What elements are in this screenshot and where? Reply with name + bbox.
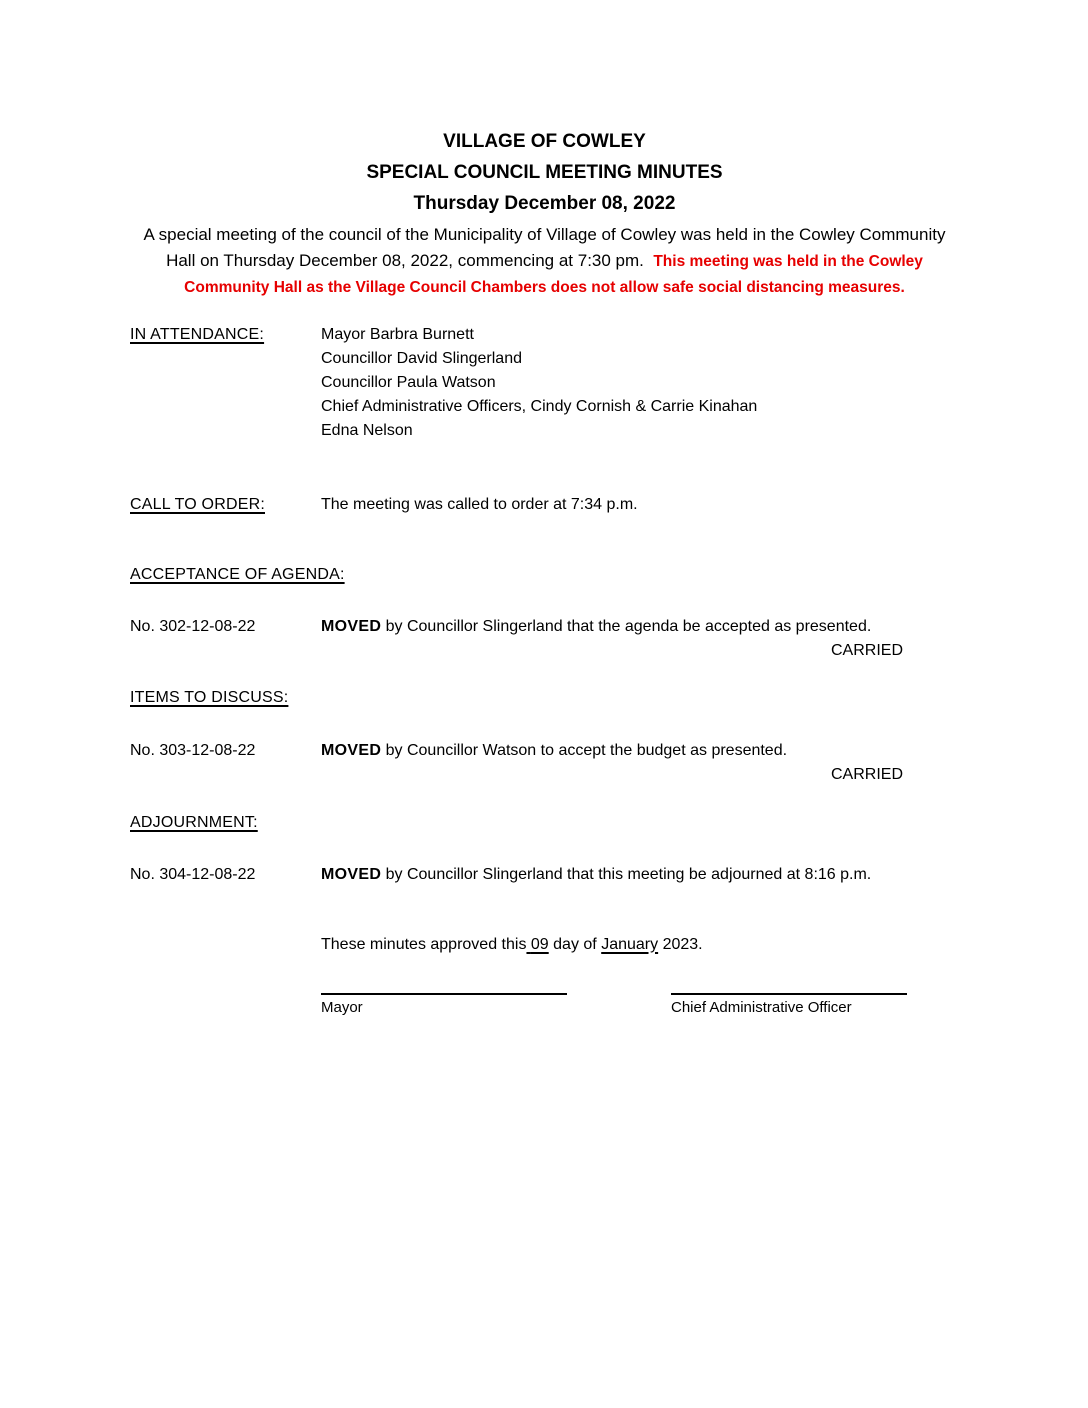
doc-title-line-3: Thursday December 08, 2022 <box>413 193 676 214</box>
motion-row <box>130 739 959 763</box>
motion-text <box>321 863 959 887</box>
motion-row <box>130 615 959 639</box>
call-to-order-section <box>130 493 959 517</box>
attendance-person: Councillor Paula Watson <box>321 373 496 391</box>
attendance-section <box>130 323 959 443</box>
motion-text <box>321 739 959 763</box>
acceptance-of-agenda-heading: ACCEPTANCE OF AGENDA: <box>130 565 345 583</box>
signature-row <box>321 993 907 1018</box>
call-to-order-text: The meeting was called to order at 7:34 p.m. <box>321 495 638 513</box>
motion-body-text: by Councillor Watson to accept the budget as presented. <box>385 741 788 759</box>
doc-title-line-2: SPECIAL COUNCIL MEETING MINUTES <box>366 162 723 183</box>
attendance-person: Mayor Barbra Burnett <box>321 325 474 343</box>
motion-body-text: by Councillor Slingerland that the agenda be accepted as presented. <box>385 617 872 635</box>
mayor-signature-block <box>321 993 567 1018</box>
moved-label: MOVED <box>321 617 382 635</box>
motion-number: No. 303-12-08-22 <box>130 741 256 759</box>
adjournment-heading: ADJOURNMENT: <box>130 813 258 831</box>
motion-number: No. 302-12-08-22 <box>130 617 256 635</box>
call-to-order-heading: CALL TO ORDER: <box>130 495 265 513</box>
approval-mid: day of <box>553 935 597 953</box>
motion-body-text: by Councillor Slingerland that this meeting be adjourned at 8:16 p.m. <box>385 865 872 883</box>
cao-label: Chief Administrative Officer <box>671 998 852 1016</box>
attendance-person: Councillor David Slingerland <box>321 349 522 367</box>
items-to-discuss-heading: ITEMS TO DISCUSS: <box>130 688 289 706</box>
carried-label: CARRIED <box>830 641 903 659</box>
mayor-label: Mayor <box>321 998 363 1016</box>
motion-row <box>130 863 959 887</box>
motion-number: No. 304-12-08-22 <box>130 865 256 883</box>
mayor-signature-line <box>321 993 567 995</box>
attendance-person: Chief Administrative Officers, Cindy Cornish & Carrie Kinahan <box>321 397 758 415</box>
approval-month: January <box>601 935 659 953</box>
carried-label: CARRIED <box>830 765 903 783</box>
attendance-person: Edna Nelson <box>321 421 413 439</box>
approval-suffix: 2023. <box>662 935 703 953</box>
moved-label: MOVED <box>321 865 382 883</box>
doc-title-line-1: VILLAGE OF COWLEY <box>443 131 646 152</box>
attendance-list <box>321 323 959 443</box>
intro-black-text: A special meeting of the council of the Municipality of Village of Cowley was held in the Cowley Community Hall on Thursday December 08, 2022, commencing at 7:30 pm. <box>143 225 946 270</box>
cao-signature-line <box>671 993 907 995</box>
approval-day: 09 <box>530 935 549 953</box>
moved-label: MOVED <box>321 741 382 759</box>
intro-paragraph <box>130 222 959 301</box>
approval-sentence <box>321 933 959 957</box>
intro-red-text: This meeting was held in the Cowley Community Hall as the Village Council Chambers does not allow safe social distancing measures. <box>184 252 923 296</box>
cao-signature-block <box>671 993 907 1018</box>
attendance-heading: IN ATTENDANCE: <box>130 325 265 343</box>
approval-prefix: These minutes approved this <box>321 935 527 953</box>
motion-text <box>321 615 959 639</box>
